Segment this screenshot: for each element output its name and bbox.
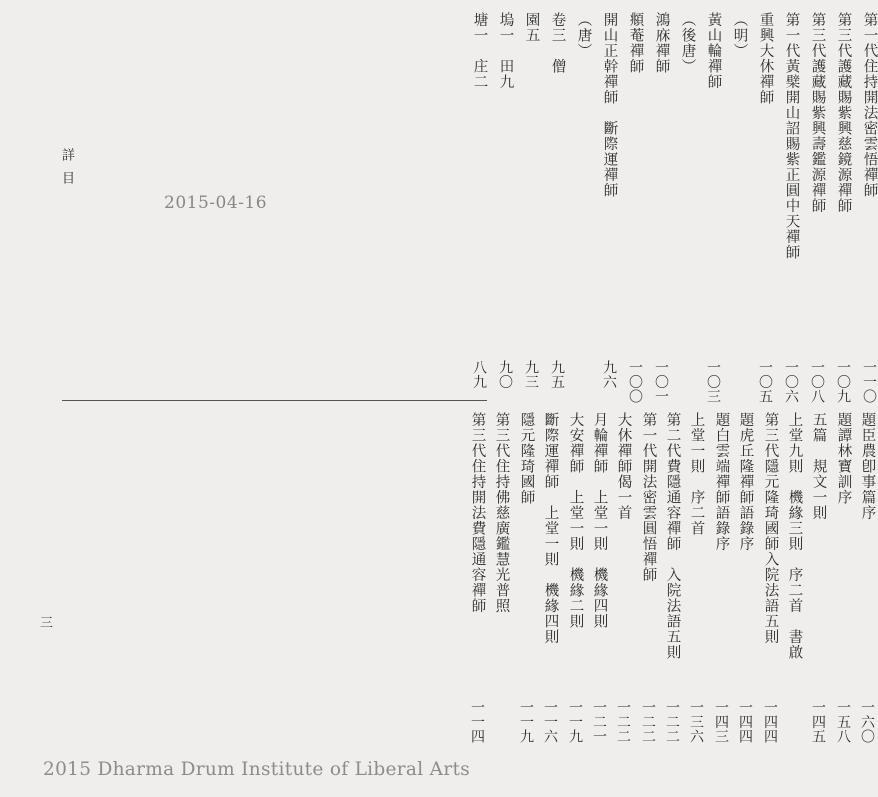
- toc-entry-title: 第一代住持開法密雲悟禪師: [861, 12, 878, 198]
- toc-entry-title: 第三代住持佛慈廣鑑慧光普照: [493, 412, 510, 614]
- toc-entry-title: 重興大休禪師: [757, 12, 774, 105]
- toc-entry-title: 園五: [523, 12, 540, 43]
- toc-entry-page: 一一六: [542, 700, 558, 744]
- toc-entry-title: 月輪禪師 上堂一則 機緣四則: [591, 412, 608, 629]
- toc-entry-page: 一〇五: [757, 360, 773, 404]
- toc-entry-page: 一〇一: [653, 360, 669, 404]
- toc-entry-page: 一二二: [640, 700, 656, 744]
- toc-entry-page: 一一九: [518, 700, 534, 744]
- toc-entry-page: 一〇九: [835, 360, 851, 404]
- toc-entry-title: （後唐）: [679, 12, 696, 74]
- toc-entry-page: 一〇三: [705, 360, 721, 404]
- toc-entry-title: 斷際運禪師 上堂一則 機緣四則: [542, 412, 559, 645]
- toc-entry-title: 第三代住持開法費隱通容禪師: [469, 412, 486, 614]
- toc-entry-page: 九六: [601, 360, 617, 389]
- toc-entry-page: 一四三: [713, 700, 729, 744]
- toc-entry-page: 一一〇: [861, 360, 877, 404]
- toc-entry-title: 頫菴禪師: [627, 12, 644, 74]
- toc-entry-title: 上堂九則 機緣三則 序二首 書啟: [786, 412, 803, 660]
- toc-entry-page: 一二二: [615, 700, 631, 744]
- toc-entry-title: 第三代隱元隆琦國師入院法語五則: [762, 412, 779, 645]
- toc-entry-page: 一〇八: [809, 360, 825, 404]
- toc-entry-title: 大休禪師偈一首: [615, 412, 632, 521]
- toc-entry-page: 八九: [471, 360, 487, 389]
- toc-entry-title: 第一代黃檗開山詔賜紫正圓中天禪師: [783, 12, 800, 260]
- toc-entry-page: 一四五: [810, 700, 826, 744]
- toc-entry-title: 第一代開法密雲圓悟禪師: [640, 412, 657, 583]
- toc-entry-title: 上堂一則 序二首: [688, 412, 705, 536]
- toc-entry-title: 第三代護藏賜紫興壽鑑源禪師: [809, 12, 826, 214]
- divider-line: [62, 400, 487, 401]
- toc-entry-title: 五篇 規文一則: [810, 412, 827, 521]
- toc-entry-page: 一一九: [567, 700, 583, 744]
- toc-entry-title: 題白雲端禪師語錄序: [713, 412, 730, 552]
- toc-entry-title: 第三代護藏賜紫興慈鏡源禪師: [835, 12, 852, 214]
- toc-entry-page: 一一四: [469, 700, 485, 744]
- toc-entry-title: 大安禪師 上堂一則 機緣二則: [567, 412, 584, 629]
- toc-entry-title: 題臣農卽事篇序: [859, 412, 876, 521]
- watermark-footer: 2015 Dharma Drum Institute of Liberal Arts: [43, 759, 470, 780]
- toc-entry-page: 一六〇: [859, 700, 875, 744]
- toc-entry-page: 九〇: [497, 360, 513, 389]
- side-label: 詳目: [59, 148, 74, 194]
- toc-entry-page: 九三: [523, 360, 539, 389]
- toc-entry-page: 九五: [549, 360, 565, 389]
- page-number: 三: [40, 616, 54, 631]
- toc-entry-page: 一四四: [762, 700, 778, 744]
- toc-entry-title: （唐）: [575, 12, 592, 59]
- toc-entry-title: 塢一 田九: [497, 12, 514, 90]
- toc-entry-page: 一二二: [664, 700, 680, 744]
- toc-entry-title: 第二代費隱通容禪師 入院法語五則: [664, 412, 681, 660]
- toc-entry-page: 一五八: [835, 700, 851, 744]
- toc-entry-page: 一三六: [688, 700, 704, 744]
- toc-entry-page: 一二一: [591, 700, 607, 744]
- toc-entry-title: 隱元隆琦國師: [518, 412, 535, 505]
- toc-entry-page: 一〇六: [783, 360, 799, 404]
- toc-entry-page: 一四四: [737, 700, 753, 744]
- toc-entry-title: 題虎丘隆禪師語錄序: [737, 412, 754, 552]
- toc-entry-title: 開山正幹禪師 斷際運禪師: [601, 12, 618, 198]
- toc-entry-title: 題譚林寶訓序: [835, 412, 852, 505]
- toc-entry-title: 鴻庥禪師: [653, 12, 670, 74]
- toc-entry-title: （明）: [731, 12, 748, 59]
- toc-entry-title: 黃山輪禪師: [705, 12, 722, 90]
- date-stamp: 2015-04-16: [164, 193, 268, 213]
- toc-entry-title: 塘一 庄二: [471, 12, 488, 90]
- toc-entry-page: 一〇〇: [627, 360, 643, 404]
- toc-entry-title: 卷三 僧: [549, 12, 566, 74]
